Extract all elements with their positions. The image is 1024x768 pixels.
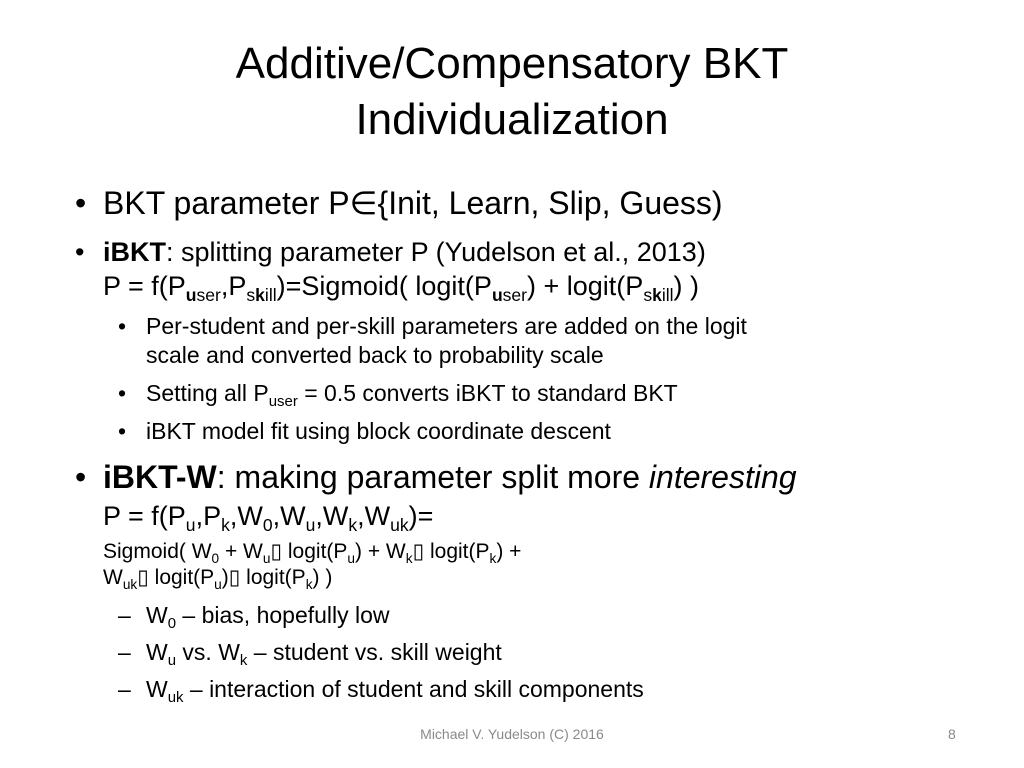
bullet-2-heading: iBKT: splitting parameter P (Yudelson et al., 2013) [103, 237, 706, 267]
dash-item-3-text: $W_{uk}$ – interaction of student and skill components [146, 676, 644, 707]
title-line-2: Individualization [355, 95, 669, 144]
missing-glyph-icon: ▯ [270, 540, 283, 563]
title-line-1: Additive/Compensatory BKT [235, 39, 789, 88]
bullet-dot: • [118, 380, 127, 406]
bullet-dot: • [75, 459, 87, 495]
bullet-dot: • [118, 313, 127, 339]
bullet-dot: • [75, 237, 85, 267]
bullet-2-formula: $P = f(P_{user},P_{skill})=Sigmoid$( $logit(P_{user})$ + $logit(P_{skill})$ ) [103, 271, 700, 306]
page-number: 8 [948, 726, 956, 742]
sub-bullet-3-text: iBKT model fit using block coordinate descent [146, 418, 611, 444]
slide-title [0, 36, 1024, 148]
dash-marker: – [118, 639, 131, 665]
dash-item-1-text: $W_0$ – bias, hopefully low [146, 602, 390, 633]
sub-bullet-2-text: Setting all $P_{user} = 0.5$ converts iBKT to standard BKT [146, 380, 678, 411]
sub-bullet-1-line-2: scale and converted back to probability scale [146, 342, 604, 368]
bullet-3-formula-line-1: $P = f(P_u,P_k,W_0,W_u,W_k,W_{uk})=$ [103, 501, 434, 536]
bullet-1-text: BKT parameter P∈{Init, Learn, Slip, Guess) [103, 185, 723, 221]
bullet-3-heading: iBKT-W: making parameter split more interesting [103, 459, 797, 495]
dash-marker: – [118, 676, 131, 702]
footer-text: Michael V. Yudelson (C) 2016 [420, 726, 604, 742]
dash-item-2-text: $W_u$ vs. $W_k$ – student vs. skill weight [146, 639, 502, 670]
sub-bullet-1-line-1: Per-student and per-skill parameters are added on the logit [146, 313, 747, 339]
dash-marker: – [118, 602, 131, 628]
missing-glyph-icon: ▯ [137, 566, 149, 589]
bullet-3-formula-line-3: $W_{uk}▯$ $logit(P_u)▯$ $logit(P_k)$ ) [103, 566, 333, 592]
missing-glyph-icon: ▯ [412, 540, 425, 563]
bullet-dot: • [75, 185, 87, 221]
missing-glyph-icon: ▯ [228, 566, 241, 589]
bullet-dot: • [118, 418, 127, 444]
bullet-3-formula-line-2: Sigmoid( $W_0$ + $W_u▯$ $logit(P_u)$ + $W_k▯$ $logit(P_k)$ + [103, 540, 522, 566]
